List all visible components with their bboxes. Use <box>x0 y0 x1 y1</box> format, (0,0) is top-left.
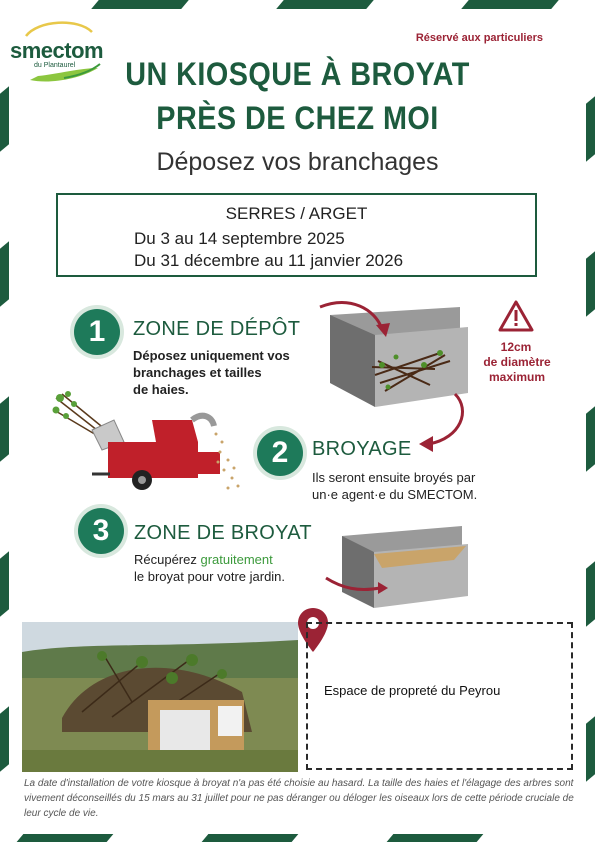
step-2-title: BROYAGE <box>312 438 412 460</box>
page-title-line1: UN KIOSQUE À BROYAT <box>125 56 470 92</box>
arrow-down-icon <box>415 392 475 454</box>
shredder-illustration <box>52 390 252 500</box>
warning-triangle-icon <box>498 300 534 332</box>
mulch-bin-illustration <box>322 518 470 610</box>
location-box <box>306 622 573 770</box>
step-3-title: ZONE DE BROYAT <box>134 522 312 544</box>
step-3-text: Récupérez gratuitement le broyat pour votre jardin. <box>134 552 286 584</box>
max-diameter-label: de diamètre maximum <box>483 355 551 384</box>
step-1-text: Déposez uniquement vos branchages et tailles de haies. <box>133 348 290 397</box>
date-range-2: Du 31 décembre au 11 janvier 2026 <box>134 251 404 270</box>
logo-subtitle: du Plantaurel <box>34 62 76 69</box>
max-diameter-value: 12cm <box>500 340 532 354</box>
kiosk-photo <box>22 622 298 772</box>
step-1-number: 1 <box>74 309 120 355</box>
date-range-1: Du 3 au 14 septembre 2025 <box>134 229 345 248</box>
step-1-title: ZONE DE DÉPÔT <box>133 318 301 340</box>
reserved-notice: Réservé aux particuliers <box>415 32 543 44</box>
logo-brand: smectom <box>10 38 104 63</box>
step-3-number: 3 <box>78 508 124 554</box>
location-name: SERRES / ARGET <box>225 204 368 223</box>
schedule-box <box>56 193 537 277</box>
step-2-text: Ils seront ensuite broyés par un·e agent·e du SMECTOM. <box>312 470 478 502</box>
page-subtitle: Déposez vos branchages <box>156 148 439 176</box>
page-title-line2: PRÈS DE CHEZ MOI <box>156 100 439 136</box>
location-address: Espace de propreté du Peyrou <box>324 683 501 698</box>
footer-note: La date d'installation de votre kiosque à broyat n'a pas été choisie au hasard. La taille des haies et l'élagage des arbres sont vivement déconseillés du 15 mars au 31 juillet pour ne pas déranger ou déloger les oiseaux lors de cette période cruciale de leur cycle de vie. <box>24 778 574 819</box>
step-2-number: 2 <box>257 430 303 476</box>
